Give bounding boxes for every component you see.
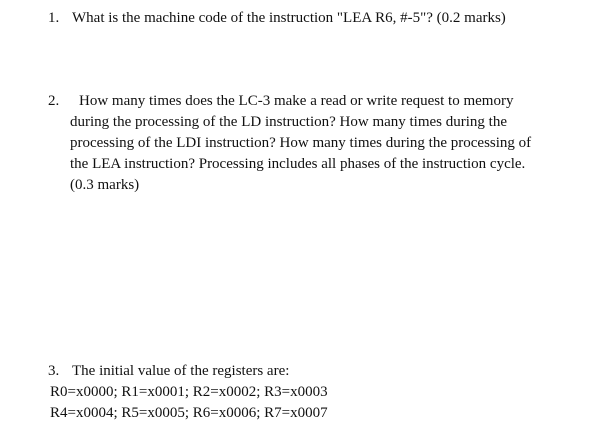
- question-2-text-line-3: processing of the LDI instruction? How many times during the processing of: [70, 135, 532, 151]
- question-3-number: 3.: [48, 363, 60, 379]
- question-1-number: 1.: [48, 10, 60, 26]
- question-2-text-line-2: during the processing of the LD instruction? How many times during the: [70, 114, 507, 130]
- question-2-text-line-4: the LEA instruction? Processing includes all phases of the instruction cycle.: [70, 156, 526, 172]
- question-3-text-line-1: The initial value of the registers are:: [72, 363, 290, 379]
- question-3-text-line-2: R0=x0000; R1=x0001; R2=x0002; R3=x0003: [50, 384, 328, 400]
- question-2-text-line-5: (0.3 marks): [70, 177, 140, 193]
- question-2-text-line-1: How many times does the LC-3 make a read or write request to memory: [79, 93, 514, 109]
- question-2-number: 2.: [48, 93, 60, 109]
- question-3-text-line-3: R4=x0004; R5=x0005; R6=x0006; R7=x0007: [50, 405, 328, 421]
- question-1-text-line-1: What is the machine code of the instruction "LEA R6, #-5"? (0.2 marks): [72, 10, 506, 26]
